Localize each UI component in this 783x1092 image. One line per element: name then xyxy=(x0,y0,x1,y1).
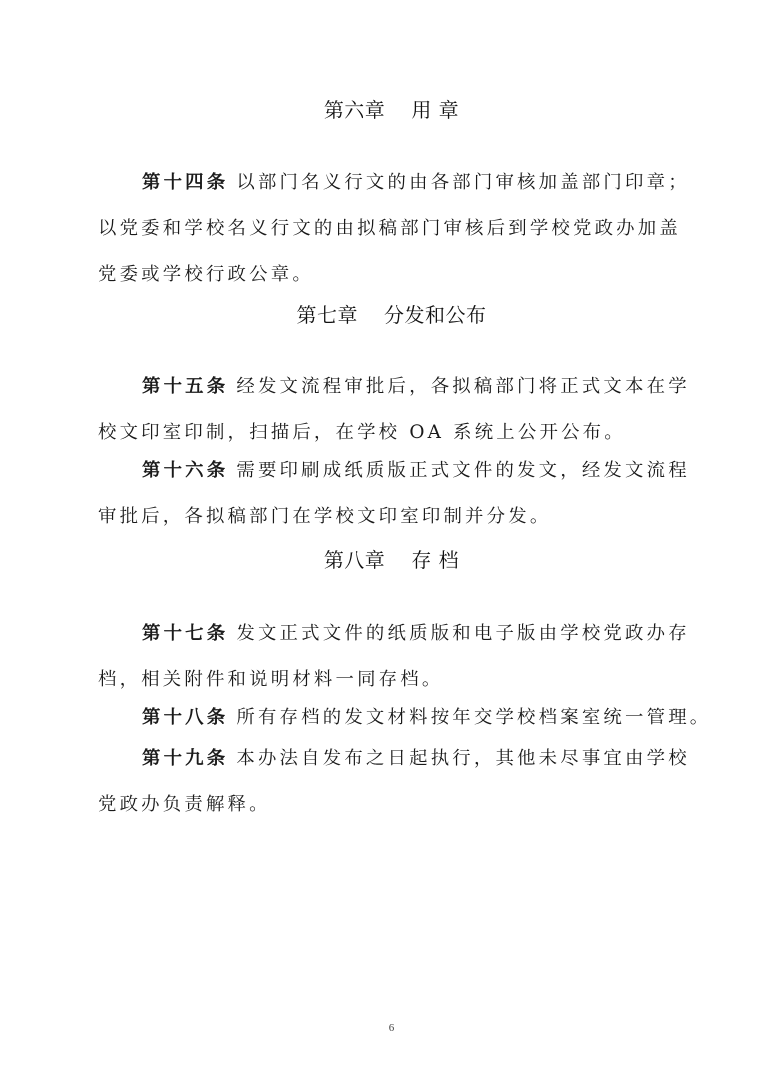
article-line: 档，相关附件和说明材料一同存档。 xyxy=(98,669,444,690)
article-label: 第十五条 xyxy=(142,376,229,397)
article-line xyxy=(98,695,712,741)
article-text: 经发文流程审批后，各拟稿部门将正式文本在学 xyxy=(236,376,690,397)
article-label: 第十四条 xyxy=(142,172,229,193)
article-text: 本办法自发布之日起执行，其他未尽事宜由学校 xyxy=(236,748,690,769)
article-text: 发文正式文件的纸质版和电子版由学校党政办存 xyxy=(236,623,690,644)
article-line: 以党委和学校名义行文的由拟稿部门审核后到学校党政办加盖 xyxy=(98,218,681,239)
article-label: 第十九条 xyxy=(142,748,229,769)
article-14 xyxy=(98,160,698,298)
article-label: 第十六条 xyxy=(142,460,229,481)
article-line: 校文印室印制，扫描后，在学校 OA 系统上公开公布。 xyxy=(98,422,626,443)
article-line xyxy=(98,364,698,410)
article-17 xyxy=(98,611,698,703)
chapter-8-heading xyxy=(0,548,783,572)
article-label: 第十八条 xyxy=(142,707,229,728)
article-text: 需要印刷成纸质版正式文件的发文，经发文流程 xyxy=(236,460,690,481)
article-line: 党政办负责解释。 xyxy=(98,794,271,815)
article-line xyxy=(98,611,698,657)
chapter-number: 第六章 xyxy=(323,98,386,122)
article-line: 党委或学校行政公章。 xyxy=(98,264,314,285)
article-18 xyxy=(98,695,712,741)
article-label: 第十七条 xyxy=(142,623,229,644)
article-line xyxy=(98,160,698,206)
article-line: 审批后，各拟稿部门在学校文印室印制并分发。 xyxy=(98,506,552,527)
article-15 xyxy=(98,364,698,456)
chapter-number: 第八章 xyxy=(323,548,386,572)
chapter-title: 分发和公布 xyxy=(384,303,487,327)
chapter-6-heading xyxy=(0,98,783,122)
article-line xyxy=(98,448,698,494)
chapter-7-heading xyxy=(0,303,783,327)
article-line xyxy=(98,736,698,782)
article-19 xyxy=(98,736,698,828)
article-16 xyxy=(98,448,698,540)
chapter-number: 第七章 xyxy=(296,303,358,327)
page-number: 6 xyxy=(388,1022,395,1034)
chapter-title: 用 章 xyxy=(411,98,460,122)
chapter-title: 存 档 xyxy=(411,548,460,572)
article-text: 以部门名义行文的由各部门审核加盖部门印章； xyxy=(236,172,690,193)
article-text: 所有存档的发文材料按年交学校档案室统一管理。 xyxy=(236,707,712,728)
